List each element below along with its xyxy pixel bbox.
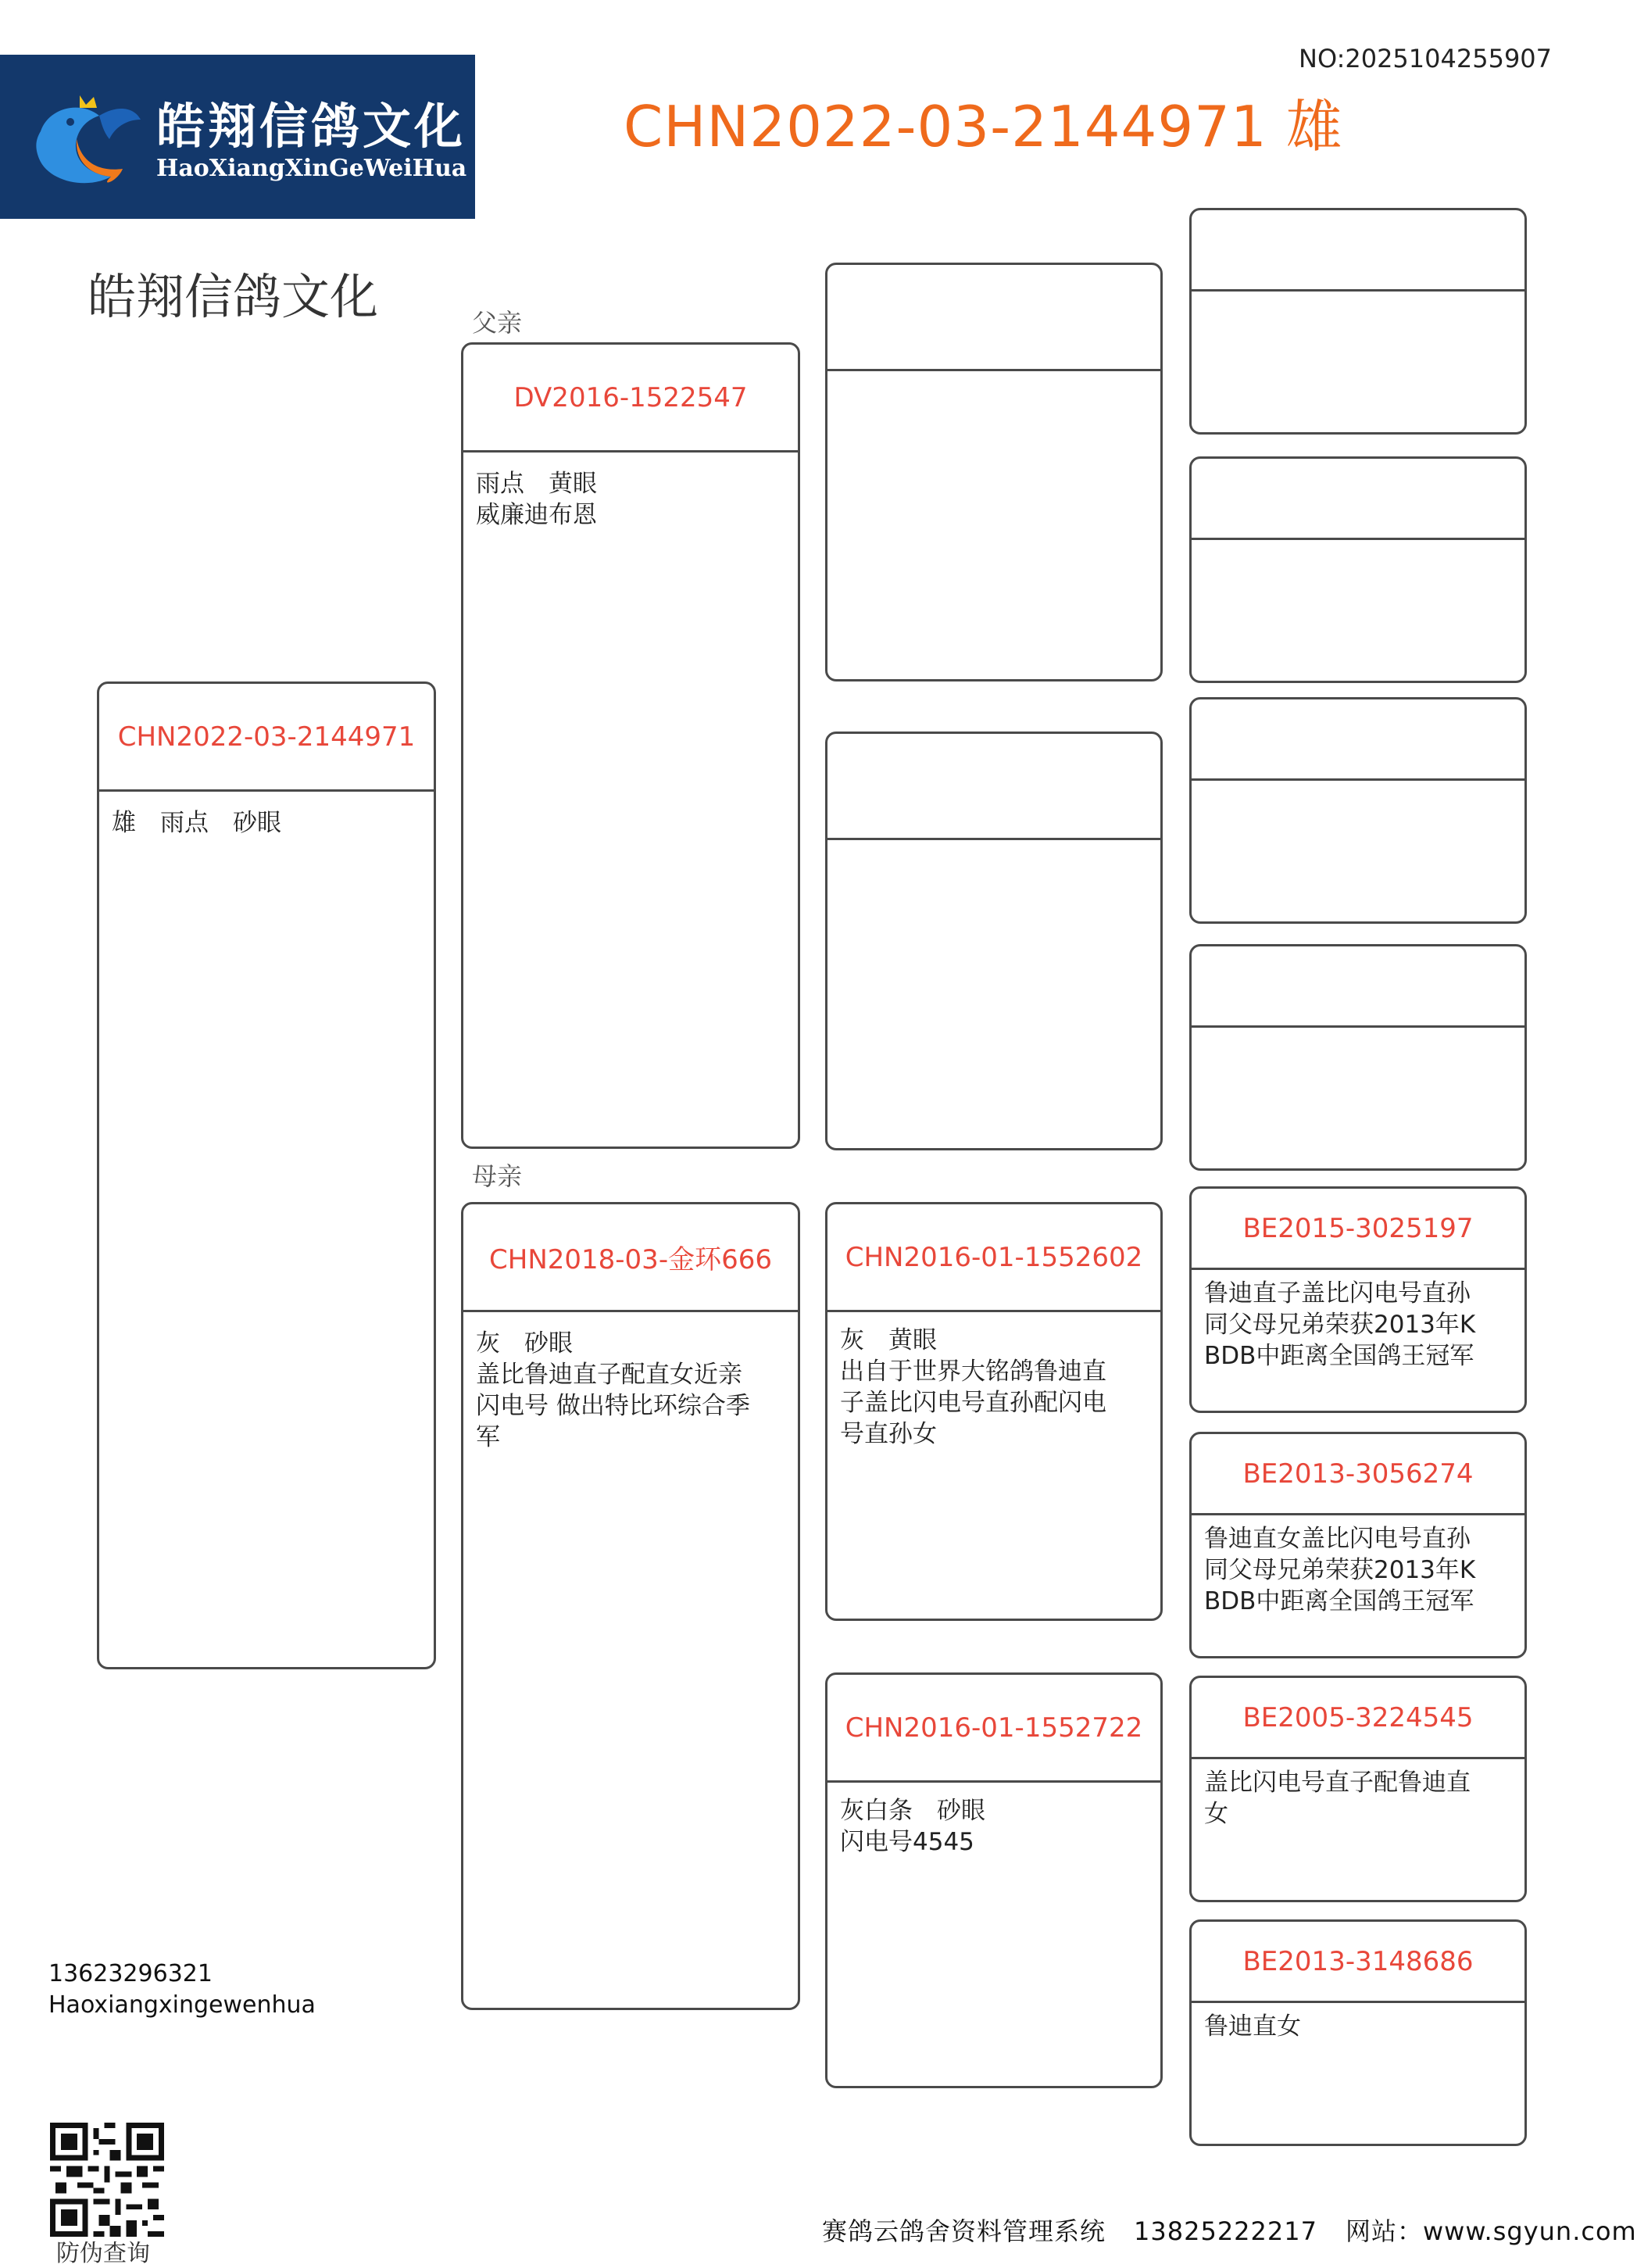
subject-ring: CHN2022-03-2144971 (99, 684, 434, 792)
gen4-details (1192, 1028, 1524, 1051)
qr-code-icon[interactable] (50, 2123, 164, 2237)
subject-details: 雄 雨点 砂眼 (112, 809, 281, 837)
anti-counterfeit-label: 防伪查询 (56, 2240, 150, 2267)
paternal-grandmother-card (825, 732, 1163, 1150)
logo-english-name: HaoXiangXinGeWeiHua (156, 155, 467, 182)
footer (822, 2212, 1637, 2248)
paternal-grandfather-card (825, 263, 1163, 681)
paternal-grandfather-ring (827, 265, 1160, 371)
footer-website-link[interactable]: 网站：www.sgyun.com (1345, 2216, 1637, 2246)
mother-details: 灰 砂眼 盖比鲁迪直子配直女近亲 闪电号 做出特比环综合季 军 (476, 1329, 750, 1451)
maternal-grandfather-details: 灰 黄眼 出自于世界大铭鸽鲁迪直 子盖比闪电号直孙配闪电 号直孙女 (840, 1326, 1106, 1448)
mother-ring: CHN2018-03-金环666 (463, 1204, 798, 1312)
gen4-details (1192, 540, 1524, 563)
subject-card (97, 681, 436, 1669)
maternal-grandfather-ring: CHN2016-01-1552602 (827, 1204, 1160, 1312)
document-number: NO:2025104255907 (1299, 44, 1553, 73)
maternal-grandmother-ring: CHN2016-01-1552722 (827, 1675, 1160, 1783)
gen4-card (1189, 944, 1527, 1171)
father-label: 父亲 (472, 308, 523, 338)
footer-phone: 13825222217 (1134, 2216, 1317, 2246)
paternal-grandmother-ring (827, 734, 1160, 840)
logo-chinese-name: 皓翔信鸽文化 (156, 98, 466, 155)
paternal-grandmother-details (827, 840, 1160, 860)
father-details: 雨点 黄眼 威廉迪布恩 (476, 470, 597, 529)
father-card (461, 342, 800, 1149)
page-title: CHN2022-03-2144971 雄 (624, 94, 1343, 159)
gen4-ring: BE2015-3025197 (1192, 1189, 1524, 1270)
bird-logo-icon (25, 84, 142, 194)
mother-card (461, 1202, 800, 2010)
gen4-details: 盖比闪电号直子配鲁迪直 女 (1204, 1769, 1471, 1828)
gen4-card (1189, 456, 1527, 683)
gen4-ring: BE2005-3224545 (1192, 1678, 1524, 1759)
gen4-details (1192, 292, 1524, 315)
gen4-ring (1192, 210, 1524, 292)
mother-label: 母亲 (472, 1161, 523, 1191)
gen4-details: 鲁迪直子盖比闪电号直孙 同父母兄弟荣获2013年K BDB中距离全国鸽王冠军 (1204, 1279, 1476, 1370)
gen4-card (1189, 1186, 1527, 1413)
maternal-grandmother-card (825, 1672, 1163, 2088)
gen4-details: 鲁迪直女盖比闪电号直孙 同父母兄弟荣获2013年K BDB中距离全国鸽王冠军 (1204, 1525, 1476, 1615)
gen4-ring: BE2013-3148686 (1192, 1922, 1524, 2003)
loft-name: 皓翔信鸽文化 (88, 268, 379, 325)
footer-system: 赛鸽云鸽舍资料管理系统 (822, 2216, 1106, 2246)
paternal-grandfather-details (827, 371, 1160, 392)
gen4-ring (1192, 459, 1524, 540)
gen4-card (1189, 1676, 1527, 1902)
gen4-details (1192, 781, 1524, 804)
father-ring: DV2016-1522547 (463, 345, 798, 453)
gen4-details: 鲁迪直女 (1204, 2012, 1301, 2041)
maternal-grandmother-details: 灰白条 砂眼 闪电号4545 (840, 1797, 985, 1856)
gen4-card (1189, 1432, 1527, 1658)
gen4-card (1189, 1919, 1527, 2146)
gen4-card (1189, 697, 1527, 924)
gen4-card (1189, 208, 1527, 435)
gen4-ring (1192, 946, 1524, 1028)
maternal-grandfather-card (825, 1202, 1163, 1621)
gen4-ring (1192, 699, 1524, 781)
contact-name: Haoxiangxingewenhua (48, 1991, 316, 2019)
gen4-ring: BE2013-3056274 (1192, 1434, 1524, 1515)
contact-phone: 13623296321 (48, 1960, 213, 1987)
